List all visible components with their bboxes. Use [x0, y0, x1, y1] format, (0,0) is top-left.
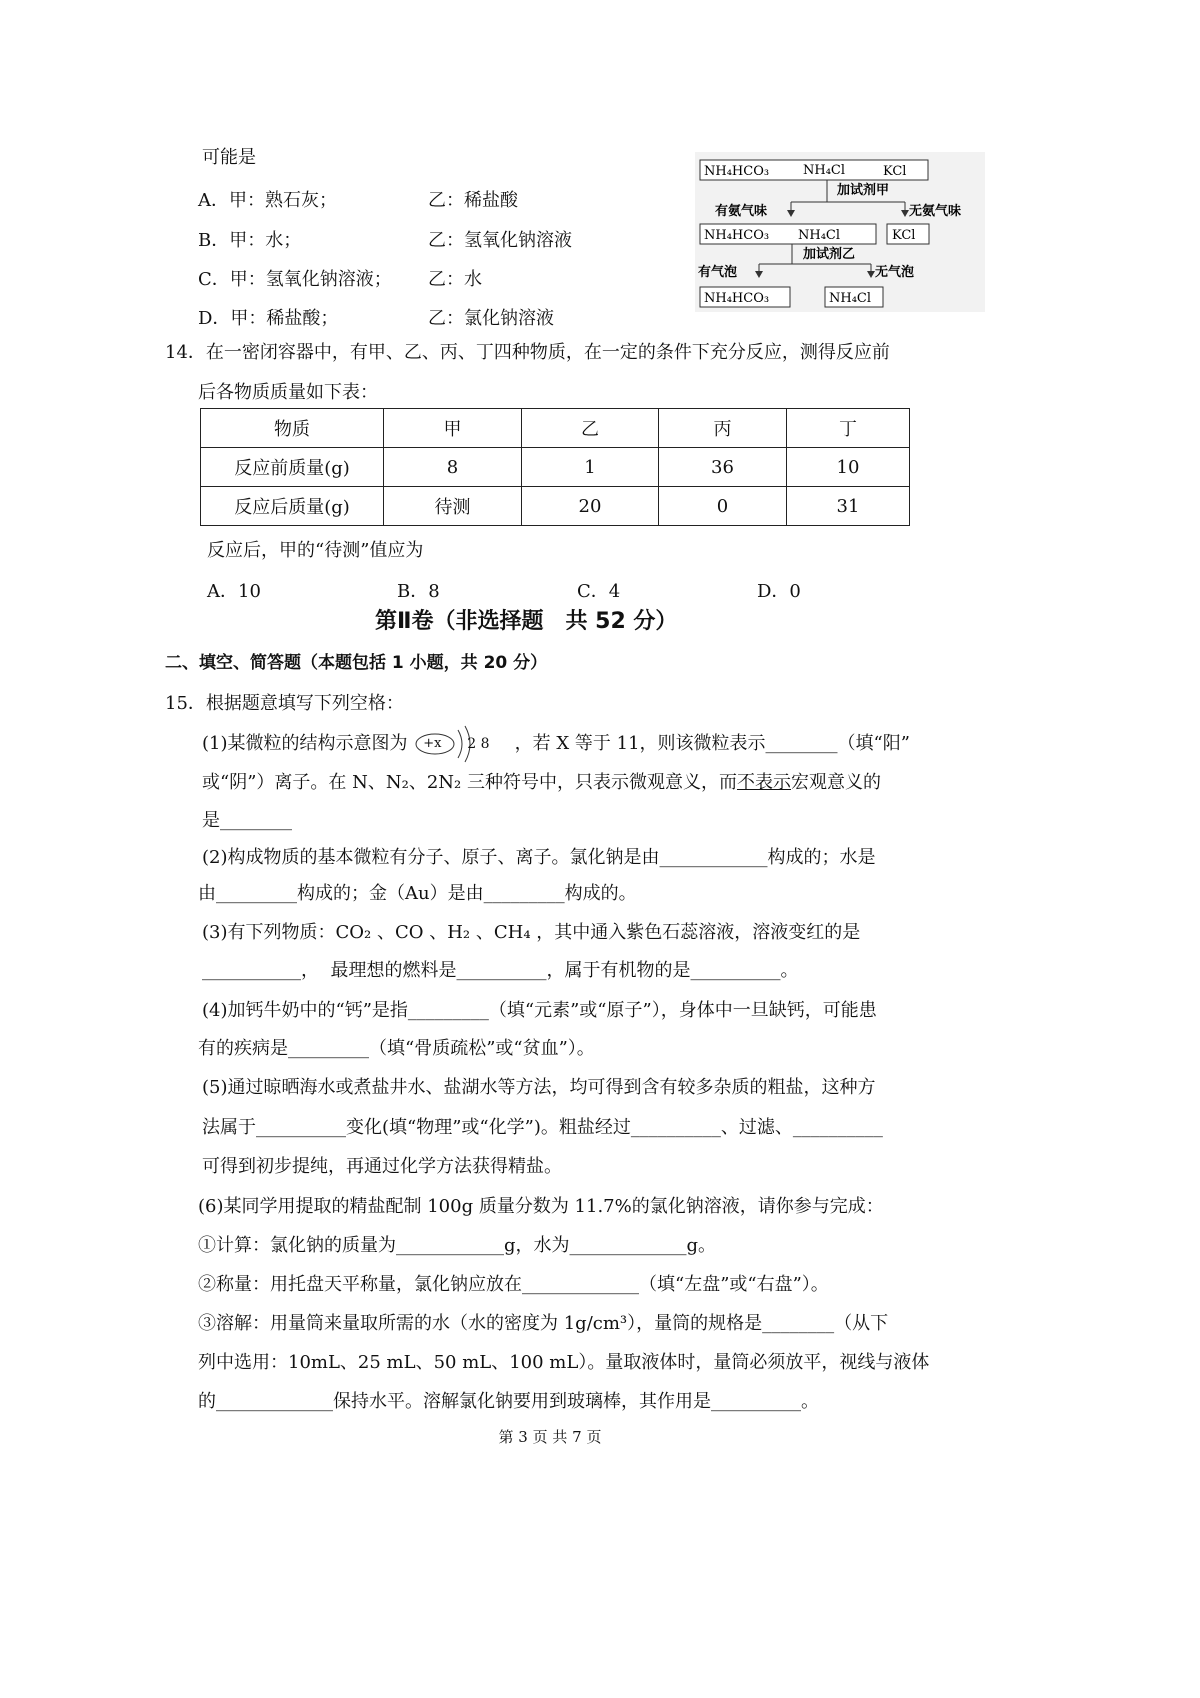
table-header-cell: 物质 — [201, 409, 384, 448]
text-segment: (6)某同学用提取的精盐配制 100g 质量分数为 11.7%的氯化钠溶液，请你参与完成： — [198, 1196, 884, 1217]
table-row — [201, 448, 910, 487]
q13-option-d-jia: D．甲：稀盐酸； — [198, 308, 339, 329]
q13-stem-tail: 可能是 — [202, 147, 256, 168]
text-segment: 可得到初步提纯，再通过化学方法获得精盐。 — [202, 1156, 562, 1177]
reagent-1: 加试剂甲 — [837, 183, 890, 198]
q15-line — [202, 1116, 883, 1140]
identification-flowchart — [695, 152, 985, 312]
q15-line — [198, 882, 637, 906]
q15-line — [198, 1390, 819, 1414]
reagent-2: 加试剂乙 — [803, 247, 856, 262]
q15-line — [202, 1155, 562, 1179]
q15-line — [198, 1037, 595, 1061]
q15-line — [198, 1351, 929, 1375]
text-segment: (3)有下列物质：CO₂ 、CO 、H₂ 、CH₄ ，其中通入紫色石蕊溶液，溶液变红的是 — [202, 922, 861, 943]
top-0: NH₄HCO₃ — [704, 164, 770, 179]
q15-line — [202, 846, 876, 870]
text-segment: 有的疾病是_________（填“骨质疏松”或“贫血”）。 — [198, 1038, 595, 1059]
page-footer: 第 3 页 共 7 页 — [498, 1428, 602, 1446]
table-cell: 8 — [384, 448, 522, 487]
text-segment: (2)构成物质的基本微粒有分子、原子、离子。氯化钠是由____________构成的；水是 — [202, 847, 876, 868]
top-1: NH₄Cl — [803, 163, 846, 178]
q15-line — [202, 771, 881, 795]
q14-option-b: B．8 — [397, 581, 440, 602]
top-2: KCl — [883, 164, 907, 179]
table-cell: 31 — [787, 487, 910, 526]
text-segment: ，若 X 等于 11，则该微粒表示________（填“阳” — [503, 733, 910, 754]
q14-line2: 后各物质质量如下表： — [198, 382, 378, 403]
table-cell: 0 — [659, 487, 787, 526]
table-cell: 反应前质量(g) — [201, 448, 384, 487]
q13-option-a-jia: A．甲：熟石灰； — [198, 190, 337, 211]
text-segment: 法属于__________变化(填“物理”或“化学”)。粗盐经过__________、过滤、__________ — [202, 1117, 883, 1138]
table-cell: 36 — [659, 448, 787, 487]
table-cell: 待测 — [384, 487, 522, 526]
q15-line — [202, 732, 910, 756]
text-segment: (5)通过晾晒海水或煮盐井水、盐湖水等方法，均可得到含有较多杂质的粗盐，这种方 — [202, 1077, 876, 1098]
text-segment: 的_____________保持水平。溶解氯化钠要用到玻璃棒，其作用是__________。 — [198, 1391, 819, 1412]
q15-line — [202, 921, 860, 945]
label-no-ammonia: 无氨气味 — [909, 204, 962, 219]
section-heading: 二、填空、简答题（本题包括 1 小题，共 20 分） — [165, 653, 548, 673]
table-row — [201, 487, 910, 526]
table-header-cell: 丁 — [787, 409, 910, 448]
q15-line — [202, 809, 292, 833]
q13-option-b-jia: B．甲：水； — [198, 230, 302, 251]
kcl: KCl — [892, 228, 916, 243]
q14-option-d: D．0 — [757, 581, 801, 602]
bottom-right: NH₄Cl — [829, 291, 872, 306]
q14-option-a: A．10 — [207, 581, 261, 602]
q15-line — [198, 1234, 716, 1258]
bottom-left: NH₄HCO₃ — [704, 291, 770, 306]
q15-line — [202, 999, 877, 1023]
q15-line — [198, 1195, 884, 1219]
text-segment: (4)加钙牛奶中的“钙”是指_________（填“元素”或“原子”），身体中一旦缺钙，可能患 — [202, 1000, 877, 1021]
q15-line — [202, 959, 798, 983]
label-no-bubbles: 无气泡 — [875, 265, 915, 280]
text-segment: ___________， 最理想的燃料是__________，属于有机物的是__________。 — [202, 960, 799, 981]
underlined-text: 不表示 — [736, 772, 791, 793]
q13-option-c-yi: 乙：水 — [428, 269, 482, 290]
mid-0: NH₄HCO₃ — [704, 228, 770, 243]
q15-line — [198, 1273, 829, 1297]
atom-structure-diagram — [413, 732, 503, 756]
atom-nucleus: +x — [423, 736, 442, 751]
q14-option-c: C．4 — [577, 581, 621, 602]
table-cell: 1 — [522, 448, 659, 487]
label-ammonia: 有氨气味 — [715, 204, 768, 219]
q13-option-d-yi: 乙：氯化钠溶液 — [428, 308, 554, 329]
text-segment: 是________ — [202, 810, 292, 831]
q14-line1: 14．在一密闭容器中，有甲、乙、丙、丁四种物质，在一定的条件下充分反应，测得反应前 — [165, 342, 890, 363]
q13-option-a-yi: 乙：稀盐酸 — [428, 190, 518, 211]
table-cell: 反应后质量(g) — [201, 487, 384, 526]
part2-title: 第Ⅱ卷（非选择题 共 52 分） — [375, 609, 678, 634]
text-segment: ①计算：氯化钠的质量为____________g，水为_____________g。 — [198, 1235, 717, 1256]
q15-line — [165, 692, 404, 716]
table-cell: 20 — [522, 487, 659, 526]
table-header-cell: 丙 — [659, 409, 787, 448]
text-segment: ②称量：用托盘天平称量，氯化钠应放在_____________（填“左盘”或“右盘”）。 — [198, 1274, 829, 1295]
q15-line — [198, 1312, 888, 1336]
mass-table — [200, 408, 910, 526]
q14-question: 反应后，甲的“待测”值应为 — [207, 540, 424, 561]
text-segment: 由_________构成的；金（Au）是由_________构成的。 — [198, 883, 637, 904]
text-segment: 列中选用：10mL、25 mL、50 mL、100 mL）。量取液体时，量筒必须放平，视线与液体 — [198, 1352, 930, 1373]
text-segment: ③溶解：用量筒来量取所需的水（水的密度为 1g/cm³），量筒的规格是________（从下 — [198, 1313, 889, 1334]
table-header-row — [201, 409, 910, 448]
label-bubbles: 有气泡 — [698, 265, 738, 280]
table-cell: 10 — [787, 448, 910, 487]
text-segment: 宏观意义的 — [790, 772, 881, 793]
text-segment: 或“阴”）离子。在 N、N₂、2N₂ 三种符号中，只表示微观意义，而 — [202, 772, 737, 793]
text-segment: (1)某微粒的结构示意图为 — [202, 733, 414, 754]
table-header-cell: 乙 — [522, 409, 659, 448]
q13-option-c-jia: C．甲：氢氧化钠溶液； — [198, 269, 392, 290]
text-segment: 15．根据题意填写下列空格： — [165, 693, 404, 714]
table-header-cell: 甲 — [384, 409, 522, 448]
q15-line — [202, 1076, 876, 1100]
mid-1: NH₄Cl — [798, 228, 841, 243]
atom-shell-electrons: 2 8 — [467, 736, 490, 752]
q13-option-b-yi: 乙：氢氧化钠溶液 — [428, 230, 572, 251]
